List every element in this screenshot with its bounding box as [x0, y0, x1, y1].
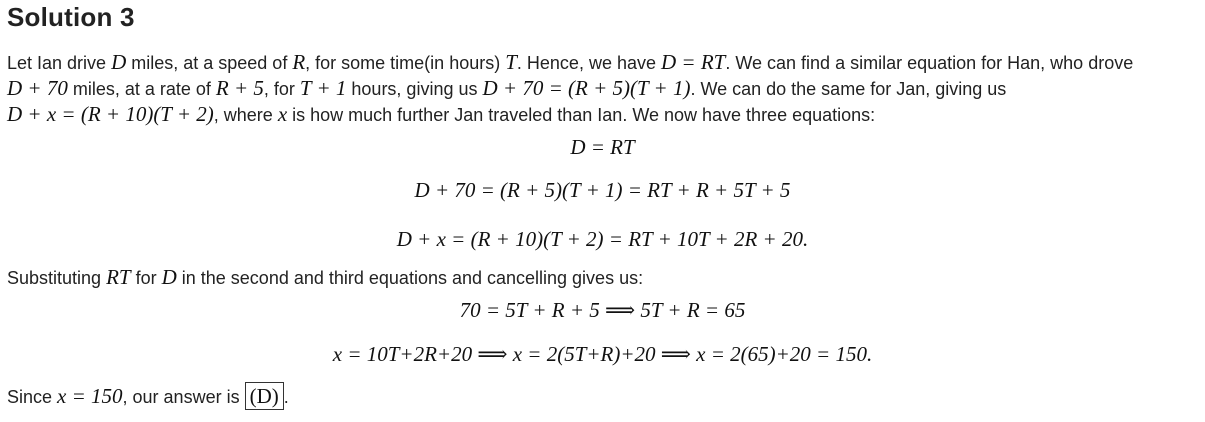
- answer-box: (D): [245, 382, 284, 410]
- math-inline: x = 150: [57, 384, 123, 408]
- section-heading: Solution 3: [7, 2, 135, 32]
- text: hours, giving us: [346, 79, 483, 99]
- conclusion-sentence: [7, 382, 289, 410]
- math-inline: T + 1: [299, 76, 347, 100]
- text: . We can do the same for Jan, giving us: [690, 79, 1007, 99]
- text: . Hence, we have: [516, 53, 661, 73]
- equation-1: D = RT: [570, 135, 635, 159]
- text: Substituting: [7, 268, 107, 288]
- intro-paragraph: [7, 49, 1202, 127]
- math-inline: T: [505, 50, 517, 74]
- math-inline: R: [292, 50, 306, 74]
- text: , our answer is: [122, 387, 245, 407]
- text: miles, at a speed of: [126, 53, 293, 73]
- text: Since: [7, 387, 58, 407]
- math-inline: D + 70 = (R + 5)(T + 1): [482, 76, 691, 100]
- text: .: [283, 387, 289, 407]
- text: , where: [213, 105, 278, 125]
- math-inline: D: [161, 265, 177, 289]
- text: is how much further Jan traveled than Ian. We now have three equations:: [287, 105, 876, 125]
- paragraph-line-2: [7, 75, 1202, 101]
- math-inline: R + 5: [215, 76, 264, 100]
- math-inline: x: [277, 102, 288, 126]
- text: , for: [263, 79, 300, 99]
- paragraph-line-3: [7, 101, 1202, 127]
- substituting-sentence: [7, 265, 643, 290]
- math-inline: D: [111, 50, 127, 74]
- math-inline: RT: [106, 265, 131, 289]
- math-inline: D + 70: [7, 76, 68, 100]
- equation-5: x = 10T+2R+20 ⟹ x = 2(5T+R)+20 ⟹ x = 2(65)+20 = 150.: [332, 342, 873, 366]
- text: , for some time(in hours): [305, 53, 506, 73]
- equation-3: D + x = (R + 10)(T + 2) = RT + 10T + 2R + 20.: [396, 227, 809, 251]
- text: for: [130, 268, 162, 288]
- text: Let Ian drive: [7, 53, 112, 73]
- paragraph-line-1: [7, 49, 1202, 75]
- text: in the second and third equations and cancelling gives us:: [176, 268, 644, 288]
- equation-4: 70 = 5T + R + 5 ⟹ 5T + R = 65: [459, 298, 746, 322]
- math-inline: D = RT: [661, 50, 726, 74]
- text: miles, at a rate of: [67, 79, 216, 99]
- text: . We can find a similar equation for Han, who drove: [725, 53, 1134, 73]
- math-inline: D + x = (R + 10)(T + 2): [7, 102, 214, 126]
- equation-2: D + 70 = (R + 5)(T + 1) = RT + R + 5T + 5: [414, 178, 791, 202]
